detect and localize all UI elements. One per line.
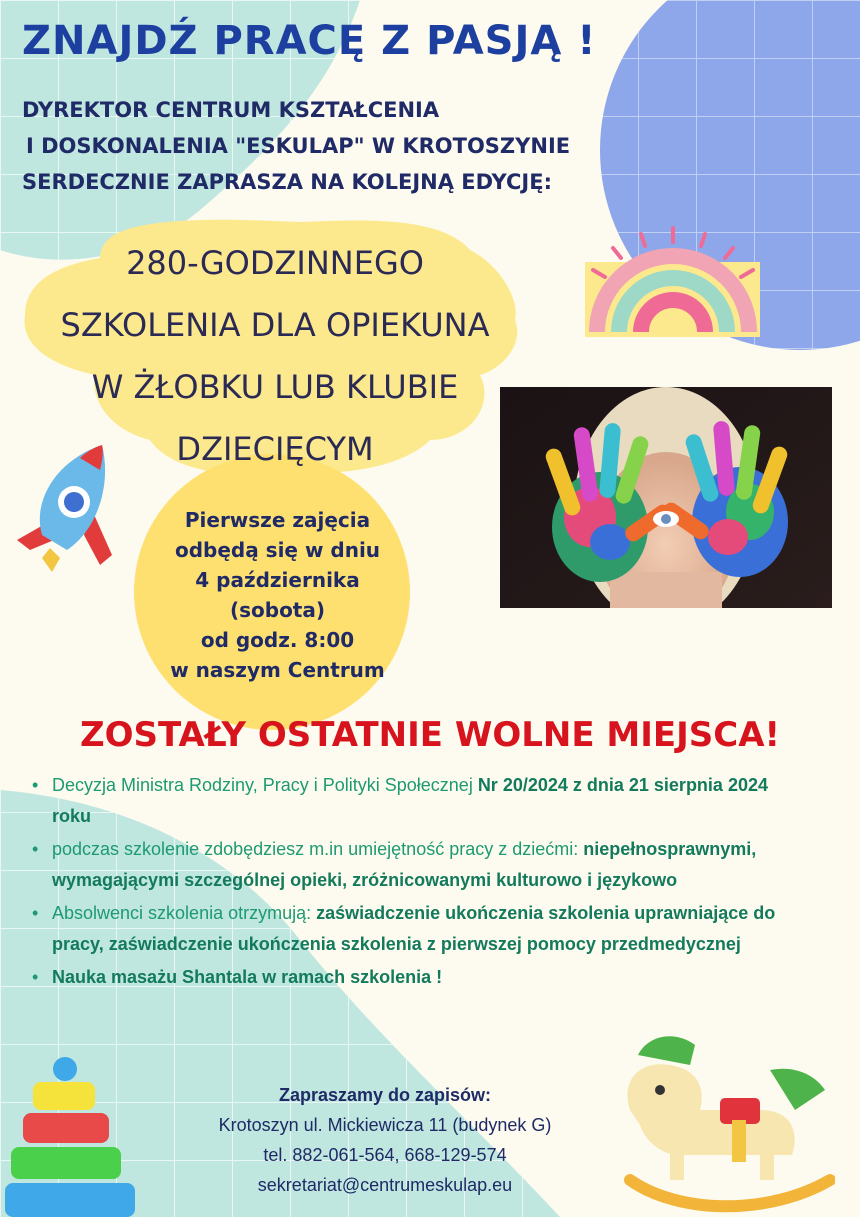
- rainbow-icon: [585, 222, 760, 337]
- list-item-highlight: zaświadczenie ukończenia szkolenia uprawniające do pracy, zaświadczenie ukończenia szkolenia z pierwszej pomocy przedmedycznej: [52, 903, 776, 954]
- contact-heading: Zapraszamy do zapisów:: [278, 1085, 492, 1105]
- contact-address: Krotoszyn ul. Mickiewicza 11 (budynek G): [218, 1115, 552, 1135]
- first-class-line: Pierwsze zajęcia: [184, 508, 371, 532]
- rocket-icon: [12, 440, 117, 580]
- course-line: SZKOLENIA DLA OPIEKUNA: [60, 306, 490, 344]
- intro-text: [22, 92, 642, 200]
- rocking-horse-icon: [620, 1030, 835, 1215]
- list-item: [30, 834, 810, 896]
- photo-child-painted-hands: [500, 387, 832, 608]
- first-class-line: (sobota): [229, 598, 326, 622]
- course-line: 280-GODZINNEGO: [126, 244, 424, 282]
- list-item-highlight: Nauka masażu Shantala w ramach szkolenia !: [52, 967, 443, 987]
- first-class-line: 4 października: [195, 568, 360, 592]
- course-line: DZIECIĘCYM: [176, 430, 374, 468]
- contact-info: [150, 1080, 620, 1200]
- contact-phone: tel. 882-061-564, 668-129-574: [263, 1145, 507, 1165]
- list-item-highlight: niepełnosprawnymi, wymagającymi szczególnej opieki, zróżnicowanymi kulturowo i językowo: [52, 839, 757, 890]
- intro-line: SERDECZNIE ZAPRASZA NA KOLEJNĄ EDYCJĘ:: [22, 170, 552, 194]
- first-class-line: odbędą się w dniu: [174, 538, 381, 562]
- first-class-info: [145, 505, 410, 685]
- contact-email: sekretariat@centrumeskulap.eu: [257, 1175, 513, 1195]
- list-item-highlight: Nr 20/2024 z dnia 21 sierpnia 2024 roku: [52, 775, 768, 826]
- ring-stacker-toy-icon: [5, 1055, 135, 1217]
- list-item-text: podczas szkolenie zdobędziesz m.in umiejętność pracy z dziećmi:: [52, 839, 584, 859]
- intro-line: DYREKTOR CENTRUM KSZTAŁCENIA: [22, 98, 440, 122]
- course-line: W ŻŁOBKU LUB KLUBIE: [91, 368, 459, 406]
- list-item-text: Absolwenci szkolenia otrzymują:: [52, 903, 317, 923]
- list-item-text: Decyzja Ministra Rodziny, Pracy i Polityki Społecznej: [52, 775, 478, 795]
- list-item: [30, 898, 810, 960]
- first-class-line: od godz. 8:00: [200, 628, 355, 652]
- last-places-alert: ZOSTAŁY OSTATNIE WOLNE MIEJSCA!: [79, 715, 781, 755]
- list-item: [30, 770, 810, 832]
- intro-line: I DOSKONALENIA "ESKULAP" W KROTOSZYNIE: [26, 134, 571, 158]
- list-item: [30, 962, 810, 993]
- first-class-line: w naszym Centrum: [170, 658, 385, 682]
- benefits-list: [30, 770, 810, 995]
- page-title: ZNAJDŹ PRACĘ Z PASJĄ !: [22, 18, 597, 64]
